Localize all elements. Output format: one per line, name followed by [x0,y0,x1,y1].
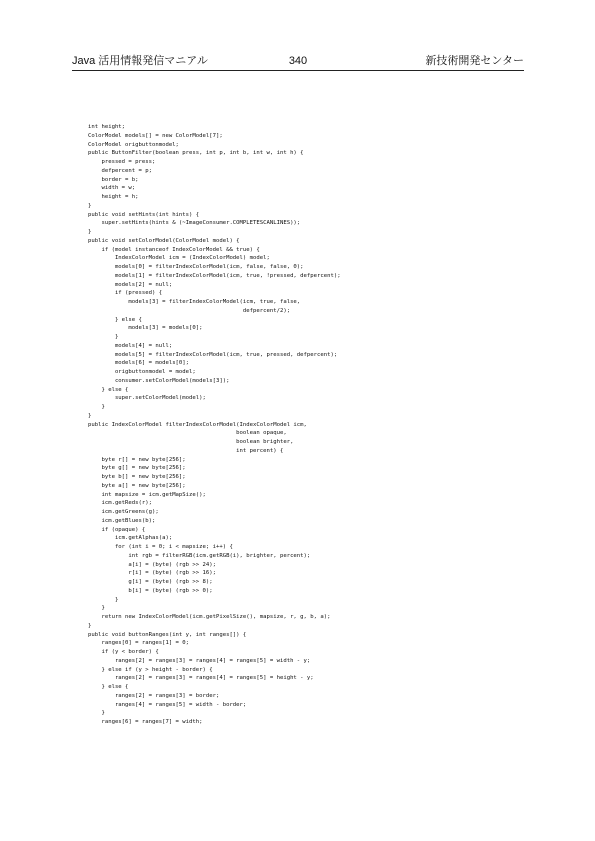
code-line: ranges[2] = ranges[3] = border; [88,692,220,699]
code-line: icm.getBlues(b); [88,517,156,524]
code-listing [88,123,528,727]
code-line: } [88,596,119,603]
code-line: ColorModel models[] = new ColorModel[7]; [88,132,223,139]
page-header [72,52,524,71]
code-line: if (model instanceof IndexColorModel && true) { [88,246,260,253]
code-line: consumer.setColorModel(models[3]); [88,377,230,384]
code-line: icm.getGreens(g); [88,509,159,515]
code-line: height = h; [88,194,139,200]
code-line: } [88,710,105,717]
code-line: } else { [88,316,142,323]
code-line: models[3] = models[0]; [88,325,203,332]
code-line: } [88,622,92,629]
code-line: icm.getAlphas(a); [88,535,173,542]
code-line: ranges[0] = ranges[1] = 0; [88,640,190,647]
header-title: Java 活用情報発信マニアル [72,55,208,67]
header-organization: 新技術開発センター [425,55,524,67]
code-line: super.setHints(hints & (~ImageConsumer.COMPLETESCANLINES)); [88,220,301,227]
code-line: } [88,229,92,235]
code-line: defpercent/2); [88,307,291,314]
code-line: a[i] = (byte) (rgb >> 24); [88,561,216,568]
code-line: models[3] = filterIndexColorModel(icm, true, false, [88,299,301,305]
code-line: models[4] = null; [88,342,173,349]
code-line: ranges[6] = ranges[7] = width; [88,719,203,725]
code-line: origbuttonmodel = model; [88,369,196,375]
code-line: public void buttonRanges(int y, int ranges[]) { [88,631,247,638]
code-line: return new IndexColorModel(icm.getPixelSize(), mapsize, r, g, b, a); [88,614,331,620]
code-line: super.setColorModel(model); [88,395,206,402]
code-line: ranges[2] = ranges[3] = ranges[4] = ranges[5] = width - y; [88,657,311,664]
code-line: } [88,404,105,410]
code-line: if (opaque) { [88,526,146,533]
code-line: width = w; [88,185,136,192]
code-line: ranges[4] = ranges[5] = width - border; [88,701,247,708]
code-line: public void setColorModel(ColorModel model) { [88,237,240,244]
code-line: for (int i = 0; i < mapsize; i++) { [88,544,233,550]
code-line: } [88,202,92,209]
code-line: } else { [88,386,129,393]
code-line: public ButtonFilter(boolean press, int p, int b, int w, int h) { [88,150,304,157]
code-line: boolean opaque, [88,430,287,437]
code-line: models[0] = filterIndexColorModel(icm, false, false, 0); [88,264,304,270]
code-line: boolean brighter, [88,439,294,445]
code-line: int rgb = filterRGB(icm.getRGB(i), brighter, percent); [88,552,311,559]
code-line: if (pressed) { [88,290,163,297]
code-line: byte r[] = new byte[256]; [88,456,186,463]
code-line: byte g[] = new byte[256]; [88,465,186,472]
code-line: icm.getReds(r); [88,500,152,507]
code-line: r[i] = (byte) (rgb >> 16); [88,570,216,577]
code-line: int percent) { [88,447,284,454]
code-line: if (y < border) { [88,649,159,655]
code-line: int height; [88,124,126,130]
code-line: } [88,412,92,419]
code-line: models[5] = filterIndexColorModel(icm, true, pressed, defpercent); [88,351,338,358]
code-line: } else { [88,684,129,690]
code-line: ranges[2] = ranges[3] = ranges[4] = ranges[5] = height - y; [88,675,314,682]
code-line: } [88,334,119,340]
code-line: public void setHints(int hints) { [88,211,200,218]
code-line: ColorModel origbuttonmodel; [88,141,179,148]
code-line: defpercent = p; [88,167,152,174]
code-line: byte b[] = new byte[256]; [88,474,186,480]
code-line: } [88,605,105,612]
code-line: pressed = press; [88,159,156,165]
code-line: public IndexColorModel filterIndexColorModel(IndexColorModel icm, [88,421,307,428]
code-line: models[2] = null; [88,281,173,288]
code-line: models[6] = models[0]; [88,360,190,367]
code-line: byte a[] = new byte[256]; [88,482,186,489]
code-line: border = b; [88,176,139,183]
code-line: b[i] = (byte) (rgb >> 0); [88,587,213,594]
code-line: models[1] = filterIndexColorModel(icm, true, !pressed, defpercent); [88,272,341,279]
code-line: IndexColorModel icm = (IndexColorModel) model; [88,255,270,262]
code-line: g[i] = (byte) (rgb >> 8); [88,579,213,585]
page-number: 340 [288,55,308,67]
code-line: int mapsize = icm.getMapSize(); [88,491,206,498]
code-line: } else if (y > height - border) { [88,666,213,673]
